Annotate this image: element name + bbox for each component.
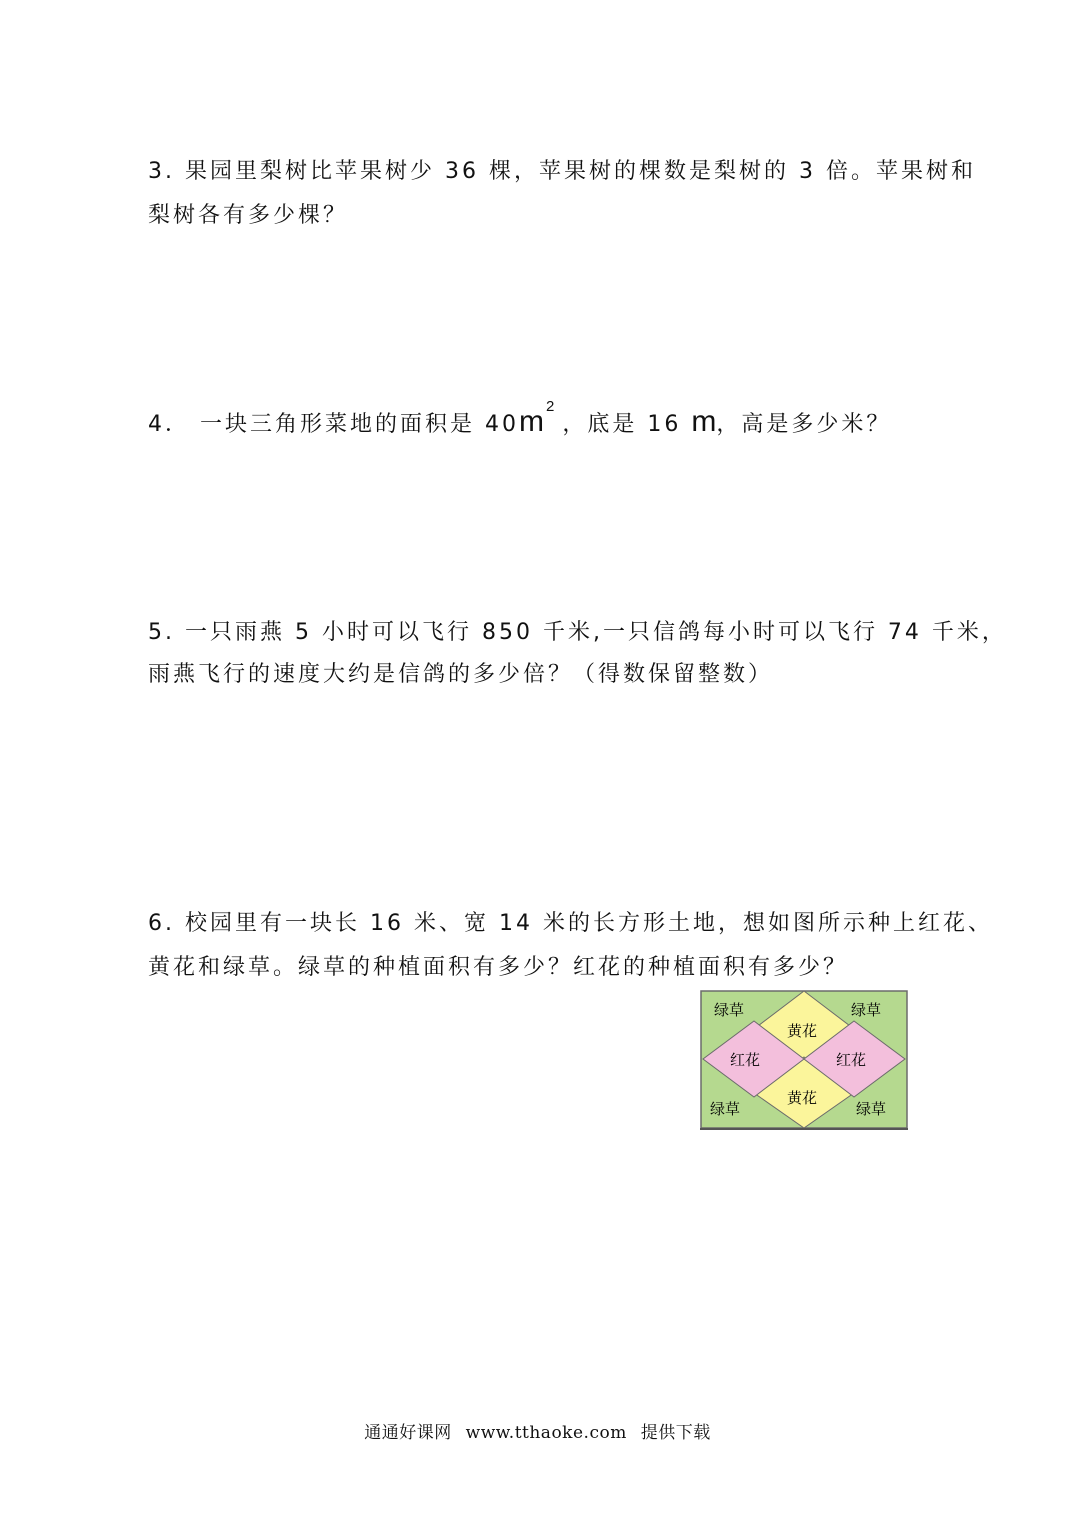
footer-url: www.tthaoke.com xyxy=(465,1423,627,1443)
question-5-line-2: 雨燕飞行的速度大约是信鸽的多少倍？（得数保留整数） xyxy=(148,662,774,687)
grass-label-bottom-left: 绿草 xyxy=(710,1100,741,1118)
question-6-line-2: 黄花和绿草。绿草的种植面积有多少？红花的种植面积有多少？ xyxy=(148,955,849,980)
question-4-text-part-3: ，高是多少米？ xyxy=(716,412,892,437)
question-6-line-1: 6. 校园里有一块长 16 米、宽 14 米的长方形土地，想如图所示种上红花、 xyxy=(148,911,993,936)
grass-label-top-left: 绿草 xyxy=(714,1001,745,1019)
question-3-line-2: 梨树各有多少棵？ xyxy=(148,203,349,228)
yellow-label-top: 黄花 xyxy=(787,1022,818,1040)
question-4-unit-length: m xyxy=(691,405,717,438)
grass-label-bottom-right: 绿草 xyxy=(856,1100,887,1118)
planting-diagram xyxy=(700,990,908,1130)
yellow-label-bottom: 黄花 xyxy=(787,1089,818,1107)
question-4-text-part-2: ，底是 16 xyxy=(562,412,682,437)
question-4-unit-area: m xyxy=(518,405,544,438)
question-4-text-part-1: 4． 一块三角形菜地的面积是 40 xyxy=(148,412,519,437)
footer-note: 提供下载 xyxy=(640,1423,711,1443)
question-4-line xyxy=(148,398,892,442)
red-label-right: 红花 xyxy=(836,1051,867,1069)
red-label-left: 红花 xyxy=(730,1051,761,1069)
grass-label-top-right: 绿草 xyxy=(851,1001,882,1019)
page-footer xyxy=(0,1418,1075,1443)
question-5-line-1: 5. 一只雨燕 5 小时可以飞行 850 千米,一只信鸽每小时可以飞行 74 千米， xyxy=(148,620,1007,645)
question-3-line-1: 3. 果园里梨树比苹果树少 36 棵，苹果树的棵数是梨树的 3 倍。苹果树和 xyxy=(148,159,976,184)
footer-site-name: 通通好课网 xyxy=(364,1423,452,1443)
question-4-exponent: 2 xyxy=(545,398,555,415)
